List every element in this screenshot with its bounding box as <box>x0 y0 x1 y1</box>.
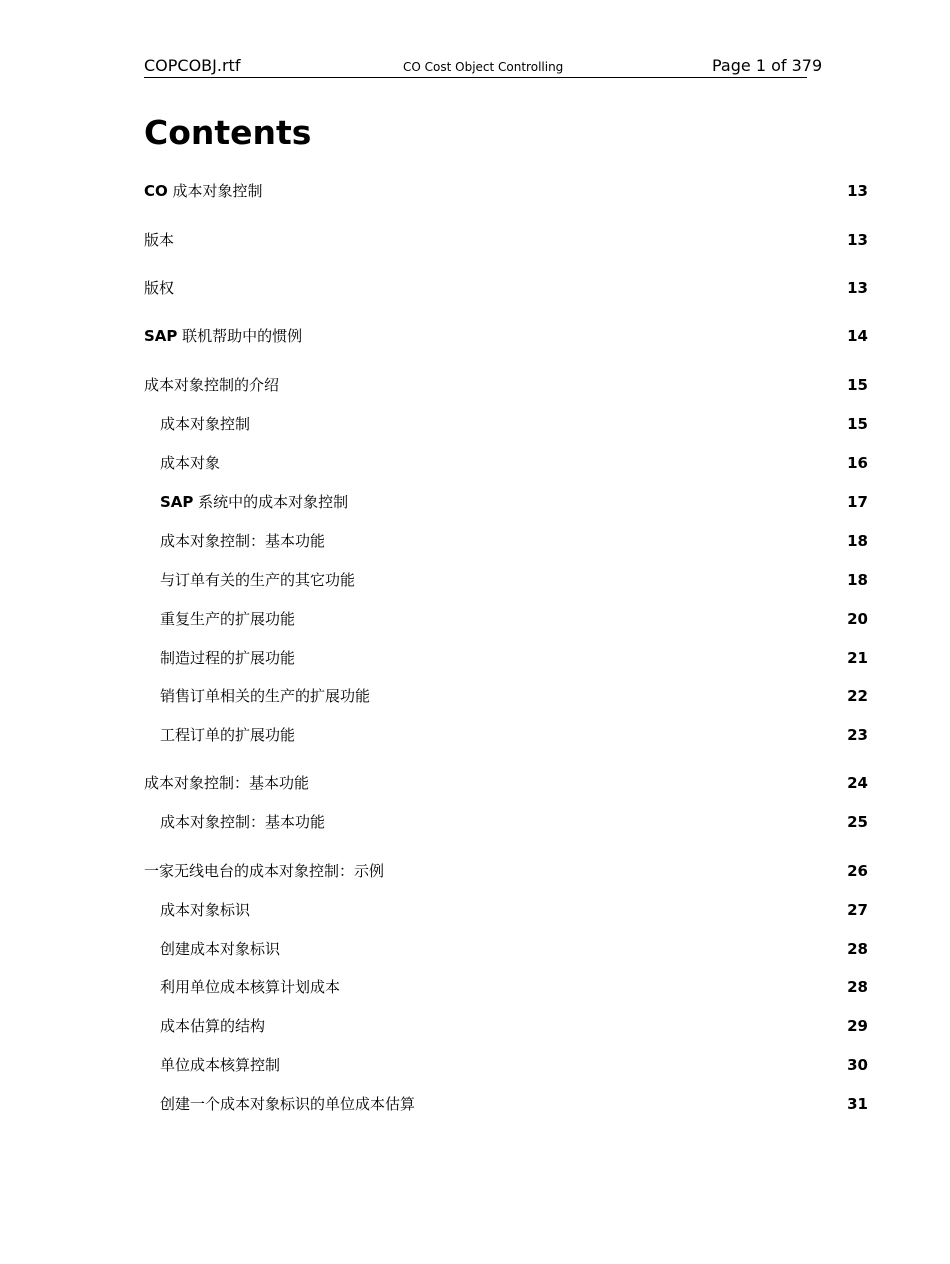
toc-entry-page-number: 31 <box>847 1095 868 1113</box>
toc-entry[interactable] <box>144 977 868 997</box>
toc-entry[interactable] <box>144 181 868 201</box>
toc-entry-title: 成本估算的结构 <box>160 1017 266 1035</box>
toc-entry[interactable] <box>144 1094 868 1114</box>
toc-entry-label <box>160 977 340 997</box>
header-document-title: CO Cost Object Controlling <box>403 60 564 74</box>
toc-entry-page-number: 26 <box>847 862 868 880</box>
toc-entry-page-number: 20 <box>847 610 868 628</box>
toc-entry-title: 创建成本对象标识 <box>160 940 281 958</box>
toc-entry-label <box>160 1016 265 1036</box>
toc-entry-label <box>144 375 279 395</box>
toc-entry[interactable] <box>144 812 868 832</box>
toc-entry-label <box>160 939 280 959</box>
toc-entry[interactable] <box>144 278 868 298</box>
toc-entry-page-number: 28 <box>847 978 868 996</box>
page-header <box>144 56 823 78</box>
toc-entry-title: 创建一个成本对象标识的单位成本估算 <box>160 1095 416 1113</box>
toc-entry-page-number: 16 <box>847 454 868 472</box>
toc-entry[interactable] <box>144 609 868 629</box>
toc-entry[interactable] <box>144 1016 868 1036</box>
toc-entry-title: 重复生产的扩展功能 <box>160 610 296 628</box>
toc-entry-label <box>144 326 302 346</box>
toc-entry[interactable] <box>144 531 868 551</box>
toc-entry-page-number: 14 <box>847 327 868 345</box>
toc-entry-title: 成本对象控制的介绍 <box>144 376 280 394</box>
toc-entry-title: 制造过程的扩展功能 <box>160 649 296 667</box>
toc-entry-page-number: 15 <box>847 376 868 394</box>
toc-entry-page-number: 28 <box>847 940 868 958</box>
toc-entry-label <box>160 686 370 706</box>
toc-entry-label <box>160 531 325 551</box>
toc-entry-label <box>160 1094 415 1114</box>
toc-entry-label <box>144 773 309 793</box>
contents-heading: Contents <box>144 113 312 152</box>
toc-entry[interactable] <box>144 1055 868 1075</box>
toc-entry-page-number: 22 <box>847 687 868 705</box>
toc-entry-title: 销售订单相关的生产的扩展功能 <box>160 687 371 705</box>
toc-entry-label <box>160 900 250 920</box>
toc-entry-page-number: 23 <box>847 726 868 744</box>
toc-entry-page-number: 15 <box>847 415 868 433</box>
toc-entry-title: 一家无线电台的成本对象控制：示例 <box>144 862 385 880</box>
toc-entry-page-number: 30 <box>847 1056 868 1074</box>
toc-entry-title: 成本对象控制 <box>167 182 263 200</box>
toc-entry[interactable] <box>144 326 868 346</box>
toc-entry-label <box>160 492 348 512</box>
toc-entry[interactable] <box>144 230 868 250</box>
toc-entry-label <box>144 278 174 298</box>
toc-entry[interactable] <box>144 939 868 959</box>
toc-entry-label <box>144 181 263 201</box>
toc-entry-title: 单位成本核算控制 <box>160 1056 281 1074</box>
toc-entry-title: 版权 <box>144 279 175 297</box>
header-page-number: Page 1 of 379 <box>712 56 823 75</box>
toc-entry[interactable] <box>144 453 868 473</box>
toc-entry-title: 成本对象控制：基本功能 <box>144 774 310 792</box>
toc-entry-page-number: 21 <box>847 649 868 667</box>
toc-entry-label <box>160 609 295 629</box>
toc-entry-label <box>160 725 295 745</box>
toc-entry-title: 工程订单的扩展功能 <box>160 726 296 744</box>
toc-entry-label <box>160 453 220 473</box>
toc-entry[interactable] <box>144 414 868 434</box>
toc-entry[interactable] <box>144 861 868 881</box>
toc-entry-title: 成本对象控制：基本功能 <box>160 813 326 831</box>
toc-entry-title: 成本对象标识 <box>160 901 251 919</box>
toc-entry[interactable] <box>144 648 868 668</box>
toc-entry-title: 版本 <box>144 231 175 249</box>
toc-entry-title: 成本对象控制 <box>160 415 251 433</box>
toc-entry-page-number: 13 <box>847 279 868 297</box>
toc-entry-page-number: 25 <box>847 813 868 831</box>
toc-entry-title: 联机帮助中的惯例 <box>177 327 303 345</box>
toc-entry-page-number: 24 <box>847 774 868 792</box>
toc-entry[interactable] <box>144 570 868 590</box>
toc-entry-page-number: 18 <box>847 532 868 550</box>
toc-entry-page-number: 18 <box>847 571 868 589</box>
toc-entry-title: 与订单有关的生产的其它功能 <box>160 571 356 589</box>
toc-entry-title: 成本对象控制：基本功能 <box>160 532 326 550</box>
toc-entry-label <box>144 230 174 250</box>
toc-entry[interactable] <box>144 686 868 706</box>
toc-entry-label <box>160 648 295 668</box>
toc-entry-page-number: 13 <box>847 182 868 200</box>
toc-entry-label <box>160 812 325 832</box>
toc-entry-prefix: SAP <box>160 493 194 511</box>
toc-entry[interactable] <box>144 375 868 395</box>
toc-entry-prefix: SAP <box>144 327 178 345</box>
toc-entry-label <box>160 570 355 590</box>
toc-entry[interactable] <box>144 773 868 793</box>
toc-entry-prefix: CO <box>144 182 168 200</box>
toc-entry-title: 系统中的成本对象控制 <box>193 493 349 511</box>
toc-entry[interactable] <box>144 492 868 512</box>
toc-entry-title: 成本对象 <box>160 454 221 472</box>
header-filename: COPCOBJ.rtf <box>144 56 241 75</box>
toc-entry[interactable] <box>144 900 868 920</box>
toc-entry-page-number: 29 <box>847 1017 868 1035</box>
toc-entry-label <box>160 1055 280 1075</box>
toc-entry-page-number: 13 <box>847 231 868 249</box>
toc-entry-page-number: 17 <box>847 493 868 511</box>
toc-entry-title: 利用单位成本核算计划成本 <box>160 978 341 996</box>
toc-entry[interactable] <box>144 725 868 745</box>
toc-entry-label <box>160 414 250 434</box>
toc-entry-page-number: 27 <box>847 901 868 919</box>
toc-entry-label <box>144 861 384 881</box>
